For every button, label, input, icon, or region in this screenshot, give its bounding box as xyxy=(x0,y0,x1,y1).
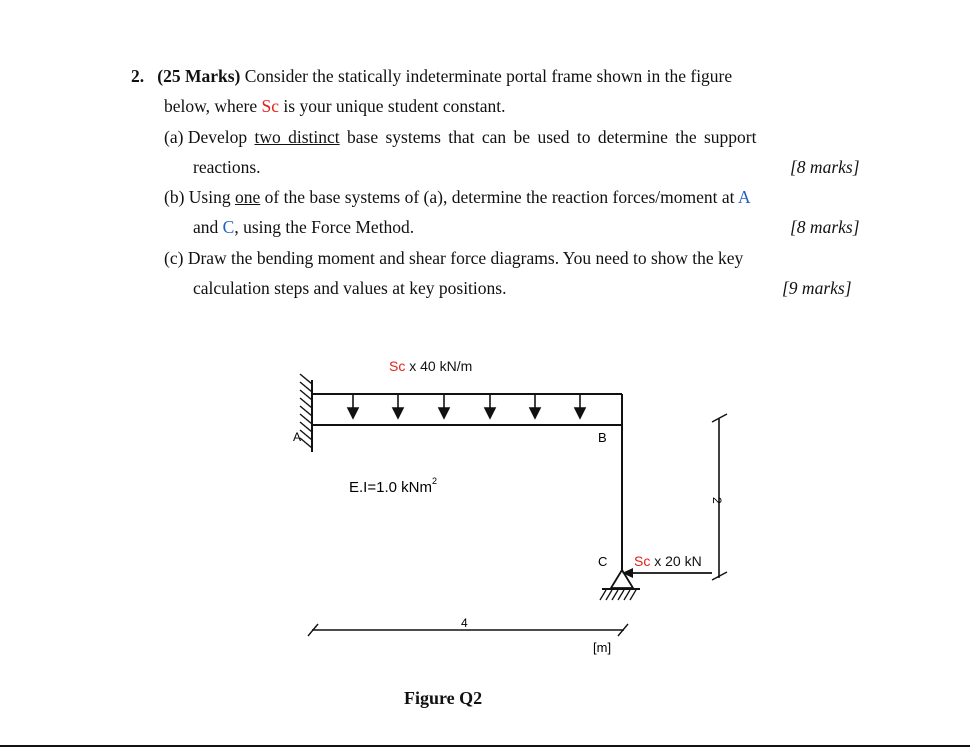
intro-text-b1: below, where xyxy=(164,96,258,116)
udl-label-sc: Sc xyxy=(389,358,406,374)
part-b-text-c1: and xyxy=(193,217,219,237)
intro-text-b2: is your unique student constant. xyxy=(283,96,506,116)
part-c-line-2: calculation steps and values at key positions. xyxy=(193,278,507,298)
page-bottom-rule xyxy=(0,745,970,747)
point-load-arrowhead xyxy=(622,568,633,578)
pin-ground-hatching xyxy=(600,590,636,600)
student-constant: Sc xyxy=(261,96,280,116)
question-marks: (25 Marks) xyxy=(157,66,241,86)
part-b-node-a: A xyxy=(737,187,751,207)
part-c-text-a: Draw the bending moment and shear force diagrams. You need to show the key xyxy=(187,248,744,268)
point-load-label xyxy=(634,553,702,569)
units-label: [m] xyxy=(593,640,612,655)
point-load-value: x 20 kN xyxy=(650,553,702,569)
intro-text-a: Consider the statically indeterminate portal frame shown in the figure xyxy=(244,66,733,86)
fixed-wall-hatching xyxy=(300,374,312,448)
part-b-text-c2: , using the Force Method. xyxy=(234,217,415,237)
udl-label-value: x 40 kN/m xyxy=(405,358,473,374)
ei-label-superscript: 2 xyxy=(431,476,437,486)
question-number: 2. xyxy=(131,66,145,86)
part-b-node-c: C xyxy=(222,217,235,237)
part-c-marks: [9 marks] xyxy=(782,278,852,298)
figure-caption: Figure Q2 xyxy=(404,688,483,708)
node-c-label: C xyxy=(598,554,608,569)
node-a-label: A xyxy=(293,430,302,444)
part-a-text-a: Develop xyxy=(187,127,248,147)
dim-vertical-label: 2 xyxy=(710,497,724,504)
part-b-text-a: Using xyxy=(188,187,231,207)
udl-arrows xyxy=(348,394,585,418)
point-load-sc: Sc xyxy=(634,553,651,569)
udl-label xyxy=(389,358,472,374)
part-c-label: (c) xyxy=(164,248,184,268)
node-b-label: B xyxy=(598,430,607,445)
dim-horizontal-label: 4 xyxy=(461,616,468,630)
part-a-underlined: two distinct xyxy=(254,127,340,147)
part-a-label: (a) xyxy=(164,127,184,147)
part-a-text-b: base systems that can be used to determine the support xyxy=(347,127,757,147)
ei-label-text: E.I=1.0 kNm xyxy=(349,479,432,496)
part-b-label: (b) xyxy=(164,187,185,207)
part-b-underlined: one xyxy=(234,187,261,207)
part-a-line-2: reactions. xyxy=(193,157,261,177)
part-a-marks: [8 marks] xyxy=(790,157,860,177)
part-b-text-b: of the base systems of (a), determine the reaction forces/moment at xyxy=(264,187,735,207)
ei-label xyxy=(349,476,437,496)
part-b-marks: [8 marks] xyxy=(790,217,860,237)
